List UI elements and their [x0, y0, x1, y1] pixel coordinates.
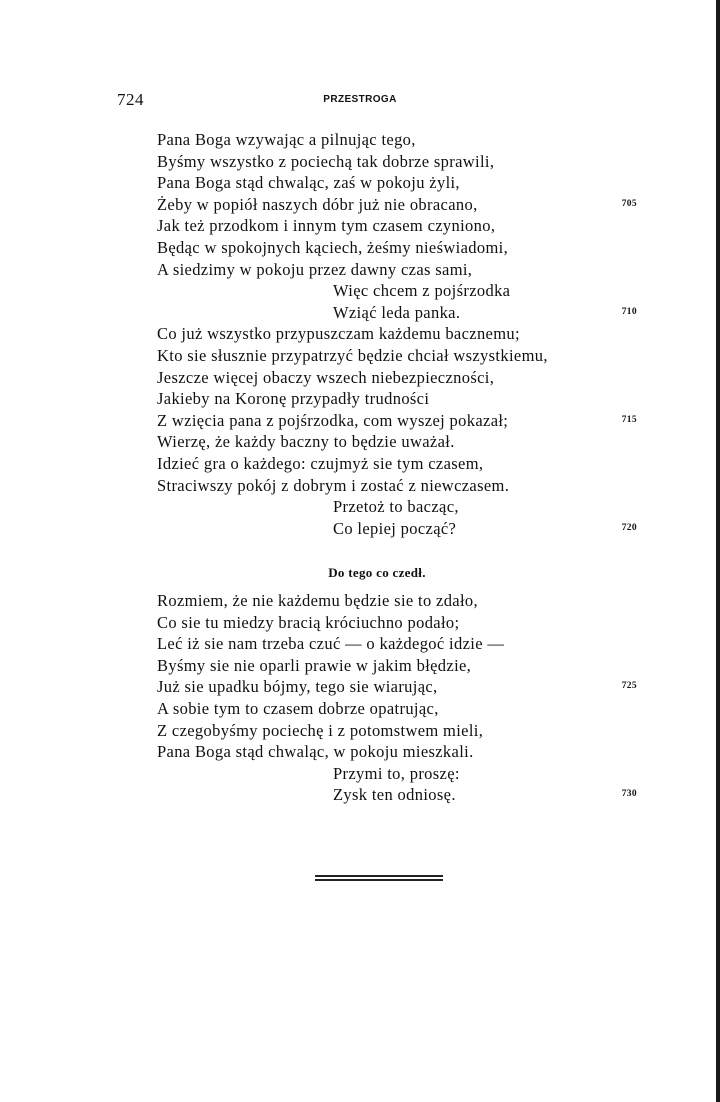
verse-text: Już sie upadku bójmy, tego sie wiarując,	[157, 677, 438, 697]
line-number: 710	[621, 306, 637, 317]
verse-line	[157, 172, 637, 194]
verse-text: Byśmy wszystko z pociechą tak dobrze sprawili,	[157, 151, 495, 171]
verse-line	[157, 590, 637, 612]
verse-line	[157, 237, 637, 259]
verse-line	[157, 763, 637, 785]
verse-line	[157, 633, 637, 655]
verse-text: Żeby w popiół naszych dóbr już nie obracano,	[157, 194, 478, 214]
page-edge-shadow	[716, 0, 720, 1102]
verse-text: A sobie tym to czasem dobrze opatrując,	[157, 698, 439, 718]
verse-line	[157, 612, 637, 634]
line-number: 715	[621, 414, 637, 425]
verse-line	[157, 518, 637, 540]
verse-text: Jakieby na Koronę przypadły trudności	[157, 389, 430, 409]
verse-line	[157, 496, 637, 518]
verse-text: Będąc w spokojnych kąciech, żeśmy nieświadomi,	[157, 237, 509, 257]
verse-line	[157, 431, 637, 453]
verse-line	[157, 475, 637, 497]
verse-text: Pana Boga stąd chwaląc, zaś w pokoju żyli,	[157, 173, 460, 193]
verse-text: Co lepiej począć?	[333, 518, 457, 538]
verse-line	[157, 129, 637, 151]
verse-text: Co już wszystko przypuszczam każdemu bacznemu;	[157, 324, 520, 344]
verse-line	[157, 280, 637, 302]
verse-text: Przymi to, proszę:	[333, 763, 460, 783]
verse-text: Rozmiem, że nie każdemu będzie sie to zdało,	[157, 591, 478, 610]
verse-text: Wziąć leda panka.	[333, 302, 461, 322]
verse-line	[157, 215, 637, 237]
verse-text: Przetoż to bacząc,	[333, 497, 459, 517]
page-number: 724	[117, 90, 144, 109]
verse-text: A siedzimy w pokoju przez dawny czas sami,	[157, 259, 473, 279]
verse-text: Więc chcem z pojśrzodka	[333, 281, 511, 301]
line-number: 725	[621, 681, 637, 692]
verse-text: Idzieć gra o każdego: czujmyż sie tym czasem,	[157, 453, 484, 473]
verse-text: Jak też przodkom i innym tym czasem czyniono,	[157, 216, 496, 236]
verse-line	[157, 741, 637, 763]
verse-text: Wierzę, że każdy baczny to będzie uważał.	[157, 432, 455, 452]
verse-line	[157, 698, 637, 720]
verse-line	[157, 302, 637, 324]
verse-line	[157, 194, 637, 216]
verse-text: Z czegobyśmy pociechę i z potomstwem mieli,	[157, 720, 484, 740]
verse-line	[157, 410, 637, 432]
verse-text: Co sie tu miedzy bracią króciuchno podało;	[157, 612, 460, 632]
verse-text: Jeszcze więcej obaczy wszech niebezpieczności,	[157, 367, 495, 387]
verse-line	[157, 655, 637, 677]
verse-text: Pana Boga wzywając a pilnując tego,	[157, 130, 416, 149]
verse-line	[157, 676, 637, 698]
verse-text: Byśmy sie nie oparli prawie w jakim błędzie,	[157, 655, 472, 675]
line-number: 705	[621, 198, 637, 209]
line-number: 720	[621, 522, 637, 533]
verse-text: Leć iż sie nam trzeba czuć — o każdegoć idzie —	[157, 634, 505, 654]
rule-line-bottom	[315, 879, 443, 881]
section-title: Do tego co czedł.	[328, 565, 426, 580]
end-rule	[315, 875, 443, 883]
verse-line	[157, 453, 637, 475]
poem-stanza-2	[157, 590, 637, 806]
verse-line	[157, 388, 637, 410]
verse-line	[157, 259, 637, 281]
verse-line	[157, 151, 637, 173]
verse-text: Straciwszy pokój z dobrym i zostać z niewczasem.	[157, 475, 510, 495]
poem-stanza-1	[157, 129, 637, 539]
verse-line	[157, 323, 637, 345]
line-number: 730	[621, 789, 637, 800]
verse-text: Pana Boga stąd chwaląc, w pokoju mieszkali.	[157, 742, 474, 762]
verse-text: Zysk ten odniosę.	[333, 785, 456, 805]
verse-line	[157, 784, 637, 806]
running-title: PRZESTROGA	[323, 94, 397, 105]
verse-line	[157, 720, 637, 742]
rule-line-top	[315, 875, 443, 877]
verse-text: Kto sie słusznie przypatrzyć będzie chciał wszystkiemu,	[157, 345, 548, 365]
verse-line	[157, 367, 637, 389]
verse-line	[157, 345, 637, 367]
verse-text: Z wzięcia pana z pojśrzodka, com wyszej pokazał;	[157, 410, 509, 430]
